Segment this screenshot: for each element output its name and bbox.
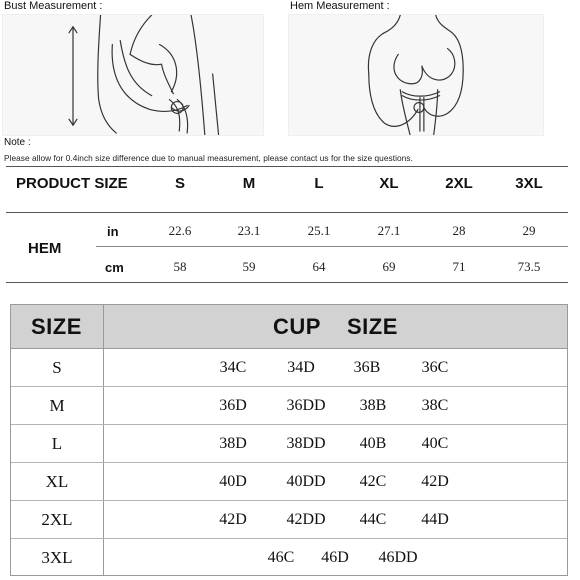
hem-cm-m: 59: [242, 259, 256, 274]
hem-measurement-illustration: [288, 14, 544, 136]
cup-value: 44C: [359, 511, 387, 528]
size-header-3xl: 3XL: [515, 175, 543, 192]
product-size-top-rule: [6, 166, 568, 167]
size-header-m: M: [242, 175, 256, 192]
cup-value: 40B: [359, 435, 387, 452]
hem-cm-xl: 69: [382, 259, 396, 274]
bust-measurement-illustration: [2, 14, 264, 136]
cup-value: 40DD: [286, 473, 326, 490]
hem-cm-3xl: 73.5: [517, 259, 541, 274]
cup-size-table: [10, 304, 568, 576]
cup-table-cup-header: CUP: [273, 314, 321, 339]
cup-table-size-header-2: SIZE: [347, 314, 398, 339]
cup-value: 38B: [359, 397, 387, 414]
cup-table-size-header: SIZE: [31, 314, 82, 339]
bust-figure-icon: [3, 15, 263, 135]
cup-size-column-divider: [103, 305, 104, 575]
cup-value: 40D: [219, 473, 247, 490]
unit-cm-label: cm: [105, 260, 124, 275]
cup-value: 46DD: [378, 549, 418, 566]
product-size-header-label: PRODUCT SIZE: [16, 175, 128, 192]
cup-row-divider: [11, 500, 567, 501]
hem-figure-icon: [289, 15, 543, 135]
cup-value: 42D: [219, 511, 247, 528]
cup-value: 34D: [287, 359, 315, 376]
cup-value: 38D: [219, 435, 247, 452]
cup-value: 36DD: [286, 397, 326, 414]
size-header-s: S: [174, 175, 185, 192]
hem-in-3xl: 29: [522, 223, 536, 238]
note-text: Please allow for 0.4inch size difference due to manual measurement, please contact us for the size questions.: [4, 153, 413, 163]
cup-row-size-s: S: [52, 358, 62, 377]
hem-cm-2xl: 71: [452, 259, 466, 274]
product-size-bottom-rule: [6, 282, 568, 283]
cup-value: 38C: [421, 397, 449, 414]
unit-in-label: in: [107, 224, 119, 239]
cup-row-divider: [11, 538, 567, 539]
bust-measurement-title: Bust Measurement :: [4, 0, 103, 12]
hem-cm-l: 64: [312, 259, 326, 274]
product-size-unit-rule: [96, 246, 568, 247]
hem-in-xl: 27.1: [377, 223, 401, 238]
hem-in-l: 25.1: [307, 223, 331, 238]
hem-in-m: 23.1: [237, 223, 261, 238]
hem-in-2xl: 28: [452, 223, 466, 238]
hem-row-label: HEM: [28, 240, 62, 257]
cup-value: 42D: [421, 473, 449, 490]
hem-measurement-title: Hem Measurement :: [290, 0, 390, 12]
cup-row-size-xl: XL: [45, 472, 69, 491]
note-title: Note :: [4, 137, 31, 148]
hem-in-s: 22.6: [168, 223, 192, 238]
cup-value: 34C: [219, 359, 247, 376]
cup-value: 46C: [267, 549, 295, 566]
cup-value: 42C: [359, 473, 387, 490]
cup-value: 44D: [421, 511, 449, 528]
size-header-l: L: [314, 175, 324, 192]
cup-row-size-l: L: [51, 434, 63, 453]
cup-row-divider: [11, 462, 567, 463]
cup-row-size-3xl: 3XL: [41, 548, 73, 567]
cup-value: 40C: [421, 435, 449, 452]
cup-value: 36C: [421, 359, 449, 376]
cup-value: 42DD: [286, 511, 326, 528]
cup-row-divider: [11, 386, 567, 387]
hem-cm-s: 58: [173, 259, 187, 274]
cup-row-size-m: M: [49, 396, 65, 415]
cup-value: 36B: [353, 359, 381, 376]
cup-value: 46D: [321, 549, 349, 566]
cup-value: 38DD: [286, 435, 326, 452]
cup-row-divider: [11, 424, 567, 425]
cup-value: 36D: [219, 397, 247, 414]
size-header-2xl: 2XL: [445, 175, 473, 192]
product-size-header-rule: [6, 212, 568, 213]
size-header-xl: XL: [379, 175, 399, 192]
cup-row-size-2xl: 2XL: [41, 510, 73, 529]
